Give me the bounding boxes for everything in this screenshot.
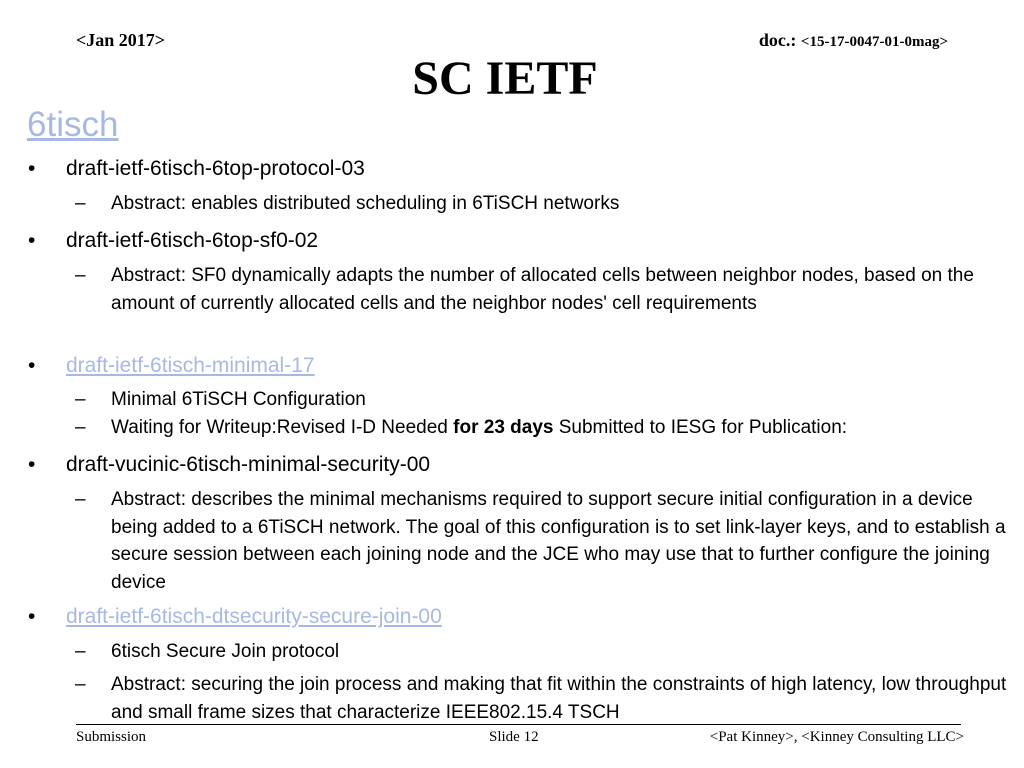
section-link-6tisch[interactable]: 6tisch [27, 105, 119, 144]
dash-glyph: – [75, 389, 86, 410]
dash-glyph: – [75, 417, 86, 438]
sub-item-text [111, 414, 1010, 442]
footer-divider [76, 724, 961, 725]
sub-item-text: Minimal 6TiSCH Configuration [111, 389, 366, 410]
sub-item [75, 386, 1010, 414]
bullet-item-link[interactable]: draft-ietf-6tisch-minimal-17 [66, 354, 315, 377]
sub-item [75, 262, 1010, 317]
sub-item-text-after: Submitted to IESG for Publication: [553, 417, 848, 438]
sub-item [75, 190, 1010, 218]
footer-author: <Pat Kinney>, <Kinney Consulting LLC> [709, 729, 964, 745]
sub-item-text: 6tisch Secure Join protocol [111, 641, 340, 662]
bullet-glyph: • [28, 354, 36, 377]
bullet-item-link[interactable]: draft-ietf-6tisch-dtsecurity-secure-join-00 [66, 605, 442, 628]
dash-glyph: – [75, 641, 86, 662]
bullet-glyph: • [28, 157, 36, 180]
sub-item-text-before: Waiting for Writeup:Revised I-D Needed [111, 417, 454, 438]
sub-item [75, 486, 1010, 596]
dash-glyph: – [75, 265, 86, 286]
bullet-glyph: • [28, 229, 36, 252]
slide-title: SC IETF [412, 52, 598, 105]
sub-item-text: Abstract: enables distributed scheduling in 6TiSCH networks [111, 193, 620, 214]
bullet-item-text: draft-ietf-6tisch-6top-protocol-03 [66, 157, 365, 180]
sub-item-text: Abstract: SF0 dynamically adapts the number of allocated cells between neighbor nodes, based on the amount of currently allocated cells and the neighbor nodes' cell requirements [111, 265, 974, 314]
sub-item [75, 671, 1010, 726]
header-doc-prefix: doc.: [758, 30, 801, 50]
footer-slide-number: Slide 12 [489, 729, 539, 745]
sub-item [75, 414, 1010, 442]
bullet-item-text: draft-ietf-6tisch-6top-sf0-02 [66, 229, 319, 252]
bullet-glyph: • [28, 605, 36, 628]
bullet-glyph: • [28, 453, 36, 476]
sub-item-text: Abstract: securing the join process and making that fit within the constraints of high latency, low throughput and small frame sizes that characterize IEEE802.15.4 TSCH [111, 674, 1007, 723]
footer-submission: Submission [76, 729, 147, 745]
sub-item-text: Abstract: describes the minimal mechanisms required to support secure initial configuration in a device being added to a 6TiSCH network. The goal of this configuration is to set link-layer keys, and to establish a secure session between each joining node and the JCE who may use that to further configure the joining device [111, 489, 1006, 593]
dash-glyph: – [75, 489, 86, 510]
dash-glyph: – [75, 674, 86, 695]
sub-item-text-bold: for 23 days [453, 417, 554, 438]
header-doc-number: <15-17-0047-01-0mag> [800, 34, 948, 50]
sub-item [75, 638, 1010, 666]
dash-glyph: – [75, 193, 86, 214]
header-date: <Jan 2017> [76, 30, 166, 50]
bullet-item-text: draft-vucinic-6tisch-minimal-security-00 [66, 453, 431, 476]
